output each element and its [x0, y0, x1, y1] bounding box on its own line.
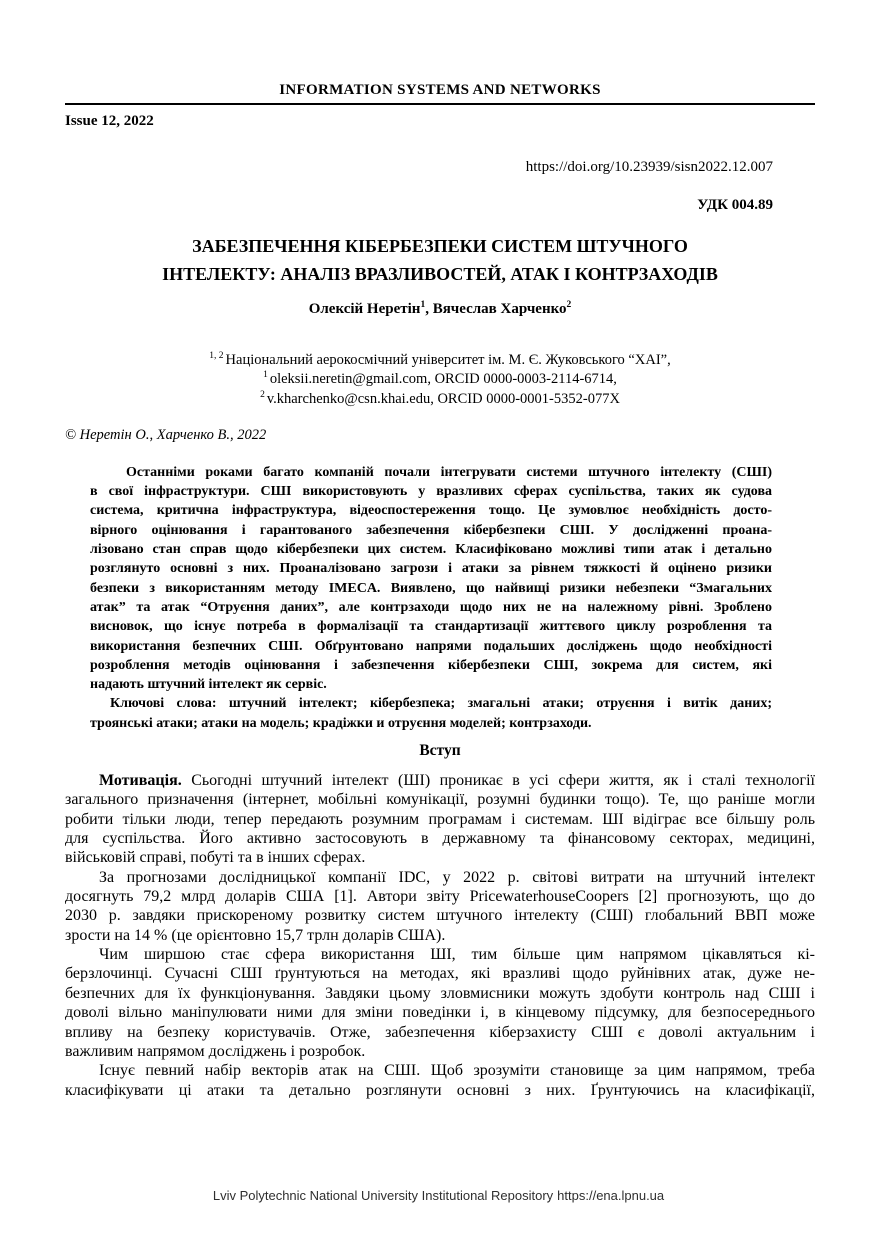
- text-line: зрости на 14 % (це орієнтовно 15,7 трлн доларів США).: [65, 926, 446, 944]
- article-title-line-1: ЗАБЕЗПЕЧЕННЯ КІБЕРБЕЗПЕКИ СИСТЕМ ШТУЧНОГО: [192, 236, 688, 256]
- text-line: троянські атаки; атаки на модель; крадіжки и отруєння моделей; контрзаходи.: [90, 715, 592, 731]
- text-line: для суспільства. Його активно застосовують в державному та фінансовому секторах, медицині,: [65, 830, 815, 848]
- paragraph: [65, 1061, 815, 1100]
- text-line: важливим напрямом досліджень і розробок.: [65, 1042, 366, 1060]
- body-text: [65, 771, 815, 1100]
- text-line: Чим ширшою стає сфера використання ШІ, тим більше цим напрямом цікавляться кі-: [99, 946, 815, 964]
- affiliation-text: Національний аерокосмічний університет ім. М. Є. Жуковського “ХАІ”,: [225, 352, 671, 368]
- text-line: вірного оцінювання і гарантованого забезпечення кібербезпеки СШІ. У дослідженні проана-: [90, 522, 772, 538]
- text-line: досягнуть 79,2 млрд доларів США [1]. Автори звіту PricewaterhouseCoopers [2] прогнозують, що до: [65, 888, 815, 906]
- author-separator: ,: [425, 301, 433, 317]
- paragraph: [65, 945, 815, 1061]
- text-line: робити тільки люди, тепер передають розумним програмам і системам. ШІ відіграє все більшу роль: [65, 810, 815, 828]
- paragraph: [90, 694, 772, 733]
- repository-footer-text: Lviv Polytechnic National University Institutional Repository: [212, 1188, 554, 1203]
- text-line: безпеки з використанням методу IMECA. Виявлено, що найвищі ризики небезпеки “Змагальних: [90, 580, 772, 596]
- keywords-block: [90, 694, 772, 733]
- affiliation-line: [65, 351, 815, 370]
- author-affiliation-marker: 2: [566, 300, 572, 310]
- text-line: Мотивація. Сьогодні штучний інтелект (ШІ) проникає в усі сфери життя, як і сталі технології: [99, 772, 815, 790]
- text-line: Останніми роками багато компаній почали інтегрувати системи штучного інтелекту (СШІ): [126, 464, 772, 480]
- text-line: військовій справі, побуті та в інших сферах.: [65, 849, 366, 867]
- text-line: безпечних для їх функціонування. Завдяки цьому зловмисники можуть здобути контроль над СШІ і: [65, 984, 815, 1002]
- text-line: 2030 р. завдяки прискореному розвитку систем штучного інтелекту (СШІ) глобальний ВВП може: [65, 907, 815, 925]
- text-line: доволі вільно маніпулювати ними для зміни поведінки і, в кінцевому підсумку, для безпосереднього: [65, 1004, 815, 1022]
- text-line: За прогнозами дослідницької компанії IDC, у 2022 р. світові витрати на штучний інтелект: [99, 868, 815, 886]
- text-line: впливу на безпеку користувачів. Отже, забезпечення кіберзахисту СШІ є доволі актуальним і: [65, 1023, 815, 1041]
- text-line: класифікувати ці атаки та детально розглянути основні з них. Ґрунтуючись на класифікації,: [65, 1081, 815, 1099]
- article-title-line-2: ІНТЕЛЕКТУ: АНАЛІЗ ВРАЗЛИВОСТЕЙ, АТАК І КОНТРЗАХОДІВ: [162, 264, 718, 284]
- doi-link[interactable]: https://doi.org/10.23939/sisn2022.12.007: [525, 159, 773, 175]
- author-affiliation-marker: 1: [420, 300, 426, 310]
- author-email-orcid: oleksii.neretin@gmail.com, ORCID 0000-0003-2114-6714,: [269, 371, 617, 388]
- text-line: загального призначення (інтернет, мобільні комунікації, розумні будинки тощо). Те, що раніше могли: [65, 791, 815, 809]
- issue-label: Issue 12, 2022: [65, 113, 154, 129]
- text-line: висновок, що існує потреба в формалізації та стандартизації життєвого циклу розроблення та: [90, 619, 772, 635]
- affiliation-marker: 1, 2: [209, 351, 224, 362]
- text-line: Ключові слова: штучний інтелект; кібербезпека; змагальні атаки; отруєння і витік даних;: [110, 696, 772, 712]
- affiliations-block: [65, 351, 815, 409]
- author-name: Вячеслав Харченко: [432, 301, 567, 317]
- affiliation-line: [65, 370, 815, 389]
- copyright-line: © Неретін О., Харченко В., 2022: [65, 426, 267, 443]
- text-line: використання безпечних СШІ. Обґрунтовано напрями подальших досліджень щодо необхідності: [90, 638, 772, 654]
- affiliation-marker: 1: [263, 370, 268, 381]
- text-line: розроблення методів оцінювання і забезпечення кібербезпеки СШІ, зокрема для систем, які: [90, 657, 772, 673]
- author-email-orcid: v.kharchenko@csn.khai.edu, ORCID 0000-0001-5352-077X: [266, 390, 620, 407]
- repository-footer: [0, 1188, 877, 1203]
- text-line: система, критична інфраструктура, відеоспостереження тощо. Це зумовлює необхідність досто-: [90, 503, 772, 519]
- udc-code: УДК 004.89: [697, 197, 773, 213]
- text-line: Існує певний набір векторів атак на СШІ. Щоб зрозуміти становище за цим напрямом, треба: [99, 1062, 815, 1080]
- page-content: [65, 0, 815, 1100]
- paragraph: [65, 868, 815, 945]
- repository-footer-url[interactable]: https://ena.lpnu.ua: [557, 1188, 665, 1203]
- section-heading-vstup: Вступ: [419, 742, 461, 760]
- header-rule: [65, 103, 815, 105]
- abstract-block: [90, 463, 772, 695]
- text-line: атак” та атак “Отруєння даних”, але контрзаходи щодо них не на належному рівні. Зроблено: [90, 599, 772, 615]
- affiliation-marker: 2: [260, 389, 265, 400]
- text-line: надають штучний інтелект як сервіс.: [90, 677, 327, 693]
- author-name: Олексій Неретін: [308, 301, 421, 317]
- paragraph: [90, 463, 772, 695]
- paragraph: [65, 771, 815, 868]
- authors-line: [65, 301, 815, 318]
- journal-title: INFORMATION SYSTEMS AND NETWORKS: [279, 82, 601, 98]
- affiliation-line: [65, 390, 815, 409]
- paragraph-lead: Мотивація.: [99, 772, 182, 790]
- text-line: в свої інфраструктури. СШІ використовують у вразливих сферах суспільства, таких як судова: [90, 484, 772, 500]
- text-line: берзлочинці. Сучасні СШІ ґрунтуються на методах, які вразливі щодо руйнівних атак, дуже не-: [65, 965, 815, 983]
- article-title: [65, 232, 815, 288]
- text-line: розглянуто основні з них. Проаналізовано загрози і атаки за рівнем тяжкості й оцінено ризики: [90, 561, 772, 577]
- text-line: лізовано стан справ щодо кібербезпеки цих систем. Класифіковано можливі типи атак і детально: [90, 542, 772, 558]
